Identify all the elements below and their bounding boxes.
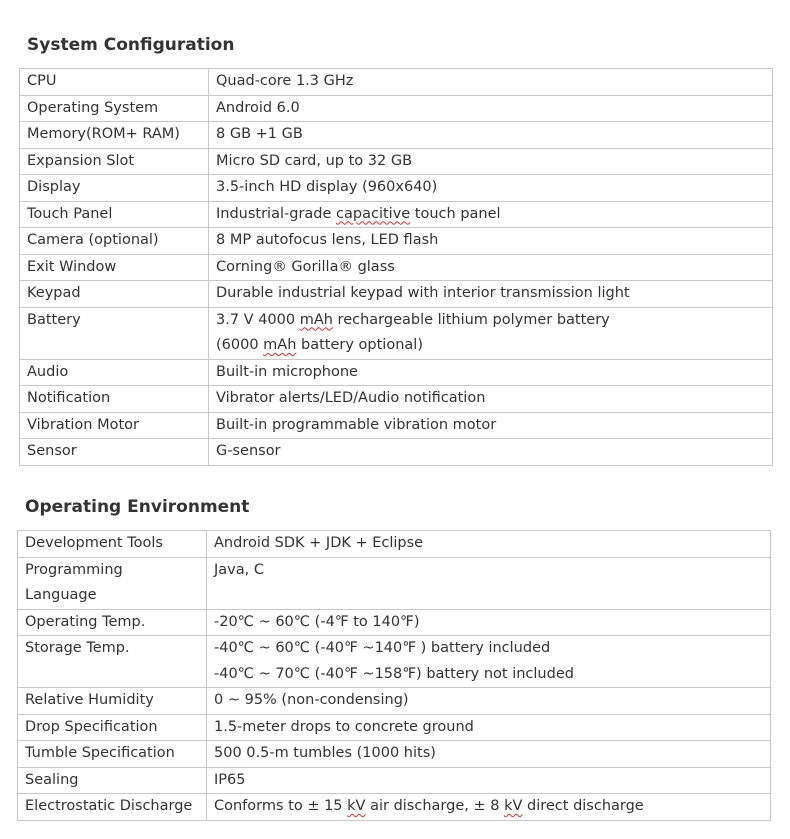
spec-value-cell <box>207 688 771 715</box>
spec-label-cell <box>20 201 209 228</box>
spec-label: Touch Panel <box>27 205 113 222</box>
spec-value: Built-in microphone <box>216 363 358 380</box>
spec-label: Vibration Motor <box>27 416 139 433</box>
spec-label: Display <box>27 179 81 195</box>
spec-label: Relative Humidity <box>25 692 154 708</box>
spec-value-cell <box>209 69 773 96</box>
spec-label: Sealing <box>25 771 79 788</box>
spec-value: Corning® Gorilla® glass <box>216 258 395 275</box>
table-row <box>20 439 773 466</box>
spec-label: Operating System <box>27 99 159 116</box>
operating-environment-section <box>17 492 771 821</box>
spec-label-cell <box>18 714 207 741</box>
table-row <box>18 767 771 794</box>
spec-value-cell <box>209 412 773 439</box>
spec-value-cell <box>209 281 773 308</box>
spec-label: Operating Temp. <box>25 613 146 630</box>
spec-value-cell <box>207 741 771 768</box>
spec-value-cell <box>207 714 771 741</box>
spec-label-cell <box>18 688 207 715</box>
table-row <box>20 95 773 122</box>
spec-value-cell <box>207 531 771 558</box>
spec-value: 3.5-inch HD display (960x640) <box>216 179 438 195</box>
spec-label: Camera (optional) <box>27 232 159 248</box>
spec-value: Industrial-grade capacitive touch panel <box>216 205 501 222</box>
spec-value: Android 6.0 <box>216 99 300 116</box>
spec-label-cell <box>18 636 207 688</box>
spec-value-cell <box>207 557 771 609</box>
system-configuration-title: System Configuration <box>27 35 235 55</box>
spec-value: Micro SD card, up to 32 GB <box>216 152 413 169</box>
spec-label-cell <box>20 386 209 413</box>
spec-value-cell <box>209 359 773 386</box>
spec-label-cell <box>20 439 209 466</box>
table-row <box>18 688 771 715</box>
spec-label: Programming <box>25 561 123 578</box>
table-row <box>20 307 773 359</box>
spec-value-cell <box>209 95 773 122</box>
spec-label: CPU <box>27 73 57 89</box>
spec-value: 0 ~ 95% (non-condensing) <box>214 692 409 708</box>
table-row <box>18 636 771 688</box>
spec-label: Memory(ROM+ RAM) <box>27 126 180 142</box>
spec-label-cell <box>20 412 209 439</box>
spec-value: -20℃ ~ 60℃ (-4℉ to 140℉) <box>214 613 420 630</box>
spec-label-cell <box>18 557 207 609</box>
spec-label: Electrostatic Discharge <box>25 798 193 814</box>
spec-label-cell <box>20 359 209 386</box>
table-row <box>20 386 773 413</box>
spec-label: Language <box>25 587 97 603</box>
spec-label: Battery <box>27 311 81 328</box>
spec-value-cell <box>209 439 773 466</box>
table-row <box>18 741 771 768</box>
spec-value: Built-in programmable vibration motor <box>216 416 497 433</box>
table-row <box>18 557 771 609</box>
spec-value: -40℃ ~ 60℃ (-40℉ ~140℉ ) battery included <box>214 640 551 656</box>
spec-label: Keypad <box>27 285 81 301</box>
table-row <box>20 281 773 308</box>
spec-label: Notification <box>27 390 111 406</box>
spec-label: Sensor <box>27 443 77 459</box>
spec-value: 500 0.5-m tumbles (1000 hits) <box>214 745 436 761</box>
spec-label: Expansion Slot <box>27 152 135 169</box>
table-row <box>20 359 773 386</box>
spec-label: Tumble Specification <box>25 745 175 761</box>
spec-label-cell <box>18 794 207 821</box>
table-row <box>20 228 773 255</box>
table-row <box>20 122 773 149</box>
spec-value: Conforms to ± 15 kV air discharge, ± 8 kV direct discharge <box>214 798 644 814</box>
spec-label-cell <box>18 767 207 794</box>
spec-value-cell <box>207 636 771 688</box>
spec-label-cell <box>20 69 209 96</box>
table-row <box>18 794 771 821</box>
spec-value: 1.5-meter drops to concrete ground <box>214 718 474 735</box>
spec-label-cell <box>20 148 209 175</box>
table-row <box>20 412 773 439</box>
spec-value: Java, C <box>214 561 264 578</box>
spec-value: Android SDK + JDK + Eclipse <box>214 535 424 551</box>
spec-label-cell <box>18 531 207 558</box>
spec-value-cell <box>207 794 771 821</box>
table-row <box>20 254 773 281</box>
spec-label-cell <box>20 95 209 122</box>
spec-value: 3.7 V 4000 mAh rechargeable lithium polymer battery <box>216 311 610 328</box>
table-row <box>20 201 773 228</box>
spec-value: Vibrator alerts/LED/Audio notification <box>216 390 486 406</box>
table-row <box>20 148 773 175</box>
spec-value: 8 GB +1 GB <box>216 126 303 142</box>
table-row <box>20 175 773 202</box>
table-row <box>20 69 773 96</box>
system-configuration-table <box>19 68 773 466</box>
spec-value-cell <box>209 201 773 228</box>
table-row <box>18 714 771 741</box>
spec-label: Exit Window <box>27 258 117 275</box>
spec-label-cell <box>20 228 209 255</box>
spec-value-cell <box>209 228 773 255</box>
spec-value: -40℃ ~ 70℃ (-40℉ ~158℉) battery not included <box>214 665 574 682</box>
spec-label: Storage Temp. <box>25 640 130 656</box>
table-row <box>18 531 771 558</box>
spec-value-cell <box>209 175 773 202</box>
system-configuration-section <box>19 30 773 466</box>
spec-value-cell <box>209 254 773 281</box>
operating-environment-table <box>17 530 771 821</box>
spec-label: Audio <box>27 363 69 380</box>
spec-value-cell <box>209 386 773 413</box>
spec-value-cell <box>207 609 771 636</box>
system-configuration-rows <box>20 69 773 466</box>
spec-value: Quad-core 1.3 GHz <box>216 73 354 89</box>
spec-value-cell <box>209 307 773 359</box>
table-row <box>18 609 771 636</box>
spec-label-cell <box>20 175 209 202</box>
spec-value: Durable industrial keypad with interior transmission light <box>216 285 630 301</box>
spec-label: Development Tools <box>25 535 163 551</box>
spec-value: G-sensor <box>216 443 281 459</box>
spec-label-cell <box>20 254 209 281</box>
spec-value-cell <box>207 767 771 794</box>
spec-label-cell <box>20 307 209 359</box>
spec-label-cell <box>20 281 209 308</box>
operating-environment-title: Operating Environment <box>25 497 250 517</box>
spec-label-cell <box>20 122 209 149</box>
spec-value-cell <box>209 122 773 149</box>
spec-value-cell <box>209 148 773 175</box>
spec-value: IP65 <box>214 771 246 788</box>
operating-environment-rows <box>18 531 771 821</box>
spec-value: (6000 mAh battery optional) <box>216 337 423 353</box>
spec-label: Drop Specification <box>25 718 158 735</box>
spec-label-cell <box>18 741 207 768</box>
spec-value: 8 MP autofocus lens, LED flash <box>216 232 439 248</box>
spec-label-cell <box>18 609 207 636</box>
